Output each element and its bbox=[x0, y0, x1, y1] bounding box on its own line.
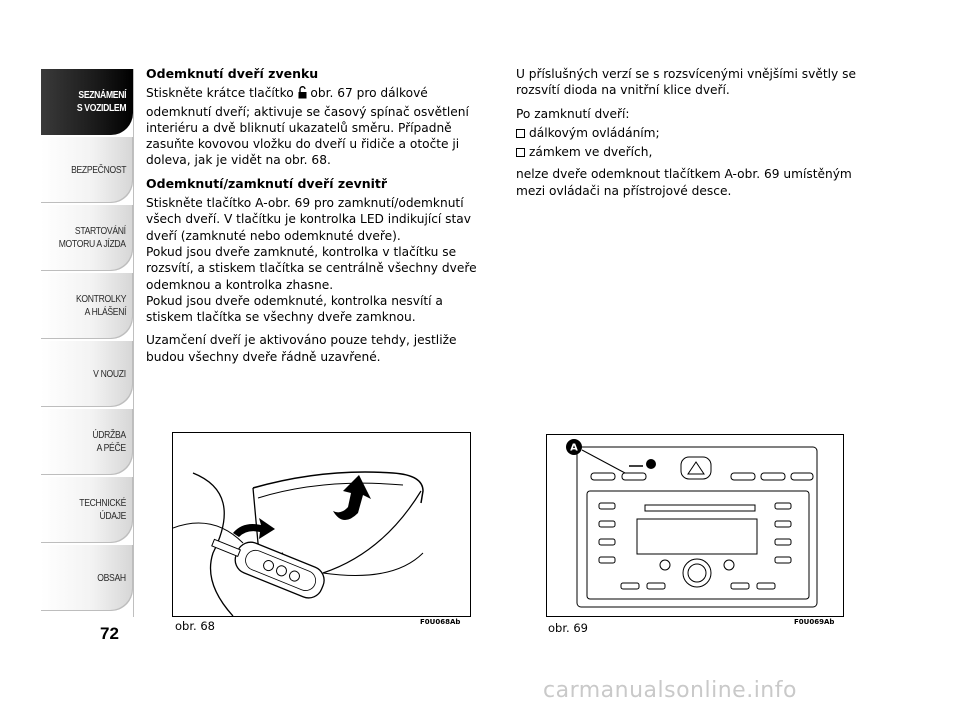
sidebar-divider bbox=[133, 69, 134, 617]
paragraph-unlock-outside bbox=[146, 85, 486, 168]
checkbox-bullet-icon bbox=[516, 148, 525, 157]
tab-startovani[interactable] bbox=[41, 205, 133, 271]
tab-label: STARTOVÁNÍ MOTORU A JÍZDA bbox=[58, 225, 126, 250]
right-text-column bbox=[516, 66, 866, 206]
checkbox-bullet-icon bbox=[516, 129, 525, 138]
page-number: 72 bbox=[100, 624, 119, 643]
paragraph-after-lock: Po zamknutí dveří: bbox=[516, 106, 630, 121]
list-item bbox=[516, 144, 866, 160]
left-text-column bbox=[146, 66, 486, 372]
tab-technicke[interactable] bbox=[41, 477, 133, 543]
list-item-text: dálkovým ovládáním; bbox=[529, 125, 660, 140]
tab-seznameni[interactable] bbox=[41, 69, 133, 135]
text-after-icon: obr. 67 pro dálkové odemknutí dveří; aktivuje se časový spínač osvětlení interiéru a dvě bliknutí ukazatelů směru. Případně zasuňte kovovou vložku do dveří u řidiče a otočte ji doleva, jak je vidět na obr. 68. bbox=[146, 86, 469, 168]
door-key-illustration bbox=[173, 433, 470, 616]
tab-kontrolky[interactable] bbox=[41, 273, 133, 339]
tab-label: V NOUZI bbox=[93, 367, 126, 380]
tab-label: BEZPEČNOST bbox=[70, 163, 126, 176]
section-heading-unlock-outside: Odemknutí dveří zvenku bbox=[146, 66, 319, 81]
figure-code: F0U068Ab bbox=[420, 618, 461, 626]
tab-bezpecnost[interactable] bbox=[41, 137, 133, 203]
paragraph-lock-button: Stiskněte tlačítko A-obr. 69 pro zamknutí/odemknutí všech dveří. V tlačítku je kontrolka LED indikující stav dveří (zamknuté nebo odemknuté dveře). bbox=[146, 196, 471, 243]
figure-code: F0U069Ab bbox=[794, 618, 835, 626]
figure-door-key bbox=[172, 432, 471, 617]
tab-obsah[interactable] bbox=[41, 545, 133, 611]
dashboard-illustration bbox=[547, 435, 843, 616]
paragraph-lock-condition: Uzamčení dveří je aktivováno pouze tehdy, jestliže budou všechny dveře řádně uzavřené. bbox=[146, 333, 457, 364]
unlock-icon bbox=[298, 86, 307, 103]
paragraph-unlocked-state: Pokud jsou dveře odemknuté, kontrolka nesvítí a stiskem tlačítka se všechny dveře zamknou. bbox=[146, 293, 443, 325]
tab-label: OBSAH bbox=[97, 571, 126, 584]
paragraph-led-info: U příslušných verzí se s rozsvícenými vnějšími světly se rozsvítí dioda na vnitřní klice dveří. bbox=[516, 67, 856, 98]
figure-caption: obr. 68 bbox=[175, 619, 215, 633]
figure-caption: obr. 69 bbox=[548, 621, 588, 635]
tab-v-nouzi[interactable] bbox=[41, 341, 133, 407]
tab-label: TECHNICKÉ ÚDAJE bbox=[79, 497, 126, 522]
text-before-icon: Stiskněte krátce tlačítko bbox=[146, 86, 294, 101]
paragraph-locked-state: Pokud jsou dveře zamknuté, kontrolka v tlačítku se rozsvítí, a stiskem tlačítka se centrálně všechny dveře odemknou a kontrolka zhasne. bbox=[146, 244, 477, 292]
tab-udrzba[interactable] bbox=[41, 409, 133, 475]
section-heading-lock-inside: Odemknutí/zamknutí dveří zevnitř bbox=[146, 175, 388, 191]
list-item bbox=[516, 125, 866, 141]
tab-label: KONTROLKY A HLÁŠENÍ bbox=[75, 293, 126, 318]
tab-label: SEZNÁMENÍ S VOZIDLEM bbox=[76, 89, 126, 114]
figure-dashboard bbox=[546, 434, 844, 617]
paragraph-cannot-unlock: nelze dveře odemknout tlačítkem A-obr. 69 umístěným mezi ovládači na přístrojové desce. bbox=[516, 167, 852, 198]
tab-label: ÚDRŽBA A PÉČE bbox=[92, 429, 126, 454]
list-item-text: zámkem ve dveřích, bbox=[529, 145, 653, 160]
watermark: carmanualsonline.info bbox=[543, 678, 797, 703]
callout-marker-a: A bbox=[570, 442, 578, 454]
chapter-sidebar bbox=[41, 69, 133, 613]
